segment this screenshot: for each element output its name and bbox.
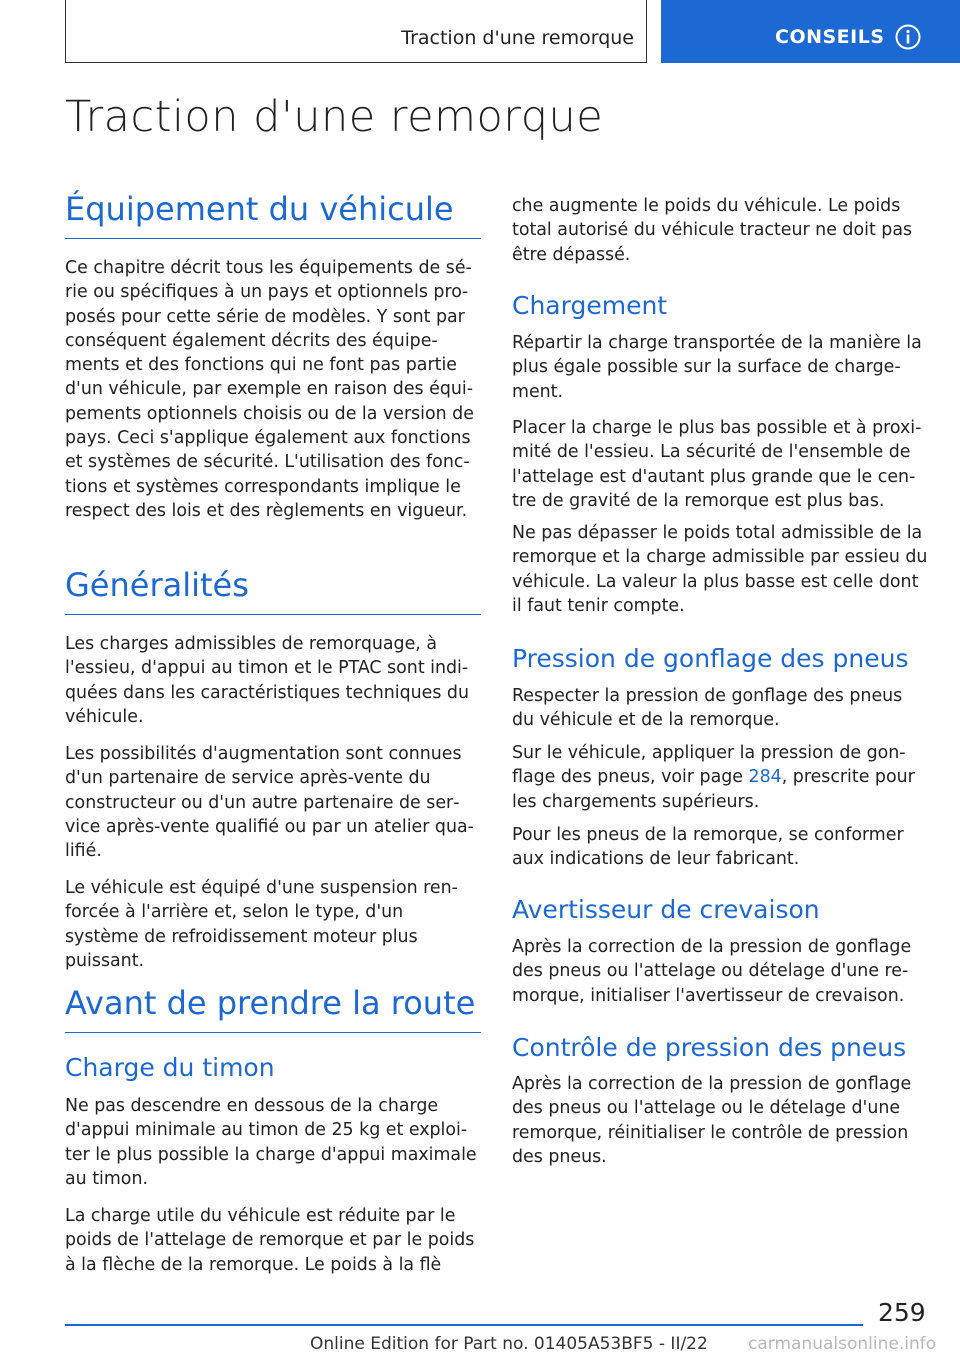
paragraph-chargement-3: Ne pas dépasser le poids total admissible de la remorque et la charge admissible par essieu du véhicule. La valeur la plus basse est celle dont il faut tenir compte. [512, 523, 928, 616]
paragraph-generalites-3: Le véhicule est équipé d'une suspension renforcée à l'arrière et, selon le type, d'un système de refroidissement moteur plus puissant. [65, 878, 458, 971]
paragraph-pression-1: Respecter la pression de gonflage des pneus du véhicule et de la remorque. [512, 686, 903, 731]
subheading-chargement: Chargement [512, 291, 668, 320]
paragraph-pression-2 [512, 741, 928, 814]
page-number: 259 [878, 1298, 926, 1327]
subheading-controle-pression: Contrôle de pression des pneus [512, 1033, 907, 1062]
paragraph-pression-3: Pour les pneus de la remorque, se conformer aux indications de leur fabricant. [512, 825, 904, 870]
paragraph-charge-timon-2: La charge utile du véhicule est réduite par le poids de l'attelage de remorque et par le poids à la flèche de la remorque. Le poids à la flè [65, 1206, 475, 1275]
paragraph-generalites-2: Les possibilités d'augmentation sont connues d'un partenaire de service après-vente du constructeur ou d'un autre partenaire de service après-vente qualifié ou par un atelier qualifié. [65, 744, 474, 862]
page-reference-link[interactable]: 284 [748, 767, 782, 788]
subheading-avertisseur-crevaison: Avertisseur de crevaison [512, 895, 820, 924]
running-header-title: Traction d'une remorque [401, 27, 634, 49]
paragraph-charge-timon-1: Ne pas descendre en dessous de la charge d'appui minimale au timon de 25 kg et exploiter le plus possible la charge d'appui maximale au timon. [65, 1096, 477, 1189]
subheading-charge-timon: Charge du timon [65, 1053, 275, 1082]
paragraph-equipement: Ce chapitre décrit tous les équipements de série ou spécifiques à un pays et optionnels proposés pour cette série de modèles. Y sont par conséquent également décrits des équipements et des fonctions qui ne font pas partie d'un véhicule, par exemple en raison des équipements optionnels choisis ou de la version de pays. Ceci s'applique également aux fonctions et systèmes de sécurité. L'utilisation des fonctions et systèmes correspondants implique le respect des lois et des règlements en vigueur. [65, 258, 474, 521]
paragraph-chargement-2: Placer la charge le plus bas possible et à proximité de l'essieu. La sécurité de l'ensemble de l'attelage est d'autant plus grande que le centre de gravité de la remorque est plus bas. [512, 418, 922, 511]
running-header [65, 0, 647, 63]
paragraph-pression-2-text: Sur le véhicule, appliquer la pression de gonflage des pneus, voir page [512, 743, 906, 788]
paragraph-chargement-1: Répartir la charge transportée de la manière la plus égale possible sur la surface de chargement. [512, 333, 922, 402]
section-tab-label: CONSEILS [775, 26, 885, 48]
footer-divider [65, 1324, 863, 1326]
heading-equipement: Équipement du véhicule [65, 190, 481, 239]
info-icon [895, 24, 921, 50]
page-title: Traction d'une remorque [65, 92, 604, 142]
paragraph-continued: che augmente le poids du véhicule. Le poids total autorisé du véhicule tracteur ne doit pas être dépassé. [512, 196, 913, 265]
paragraph-controle: Après la correction de la pression de gonflage des pneus ou l'attelage ou le dételage d'une remorque, réinitialiser le contrôle de pression des pneus. [512, 1074, 912, 1167]
paragraph-avertisseur: Après la correction de la pression de gonflage des pneus ou l'attelage ou dételage d'une remorque, initialiser l'avertisseur de crevaison. [512, 937, 912, 1006]
paragraph-pression-2-tail: , prescrite pour les chargements supérieurs. [512, 767, 915, 812]
watermark: carmanualsonline.info [748, 1334, 937, 1354]
section-tab-conseils[interactable] [661, 0, 960, 63]
paragraph-generalites-1: Les charges admissibles de remorquage, à l'essieu, d'appui au timon et le PTAC sont indiquées dans les caractéristiques techniques du véhicule. [65, 634, 469, 727]
footer-edition-text: Online Edition for Part no. 01405A53BF5 - II/22 [310, 1334, 708, 1354]
heading-generalites: Généralités [65, 566, 481, 615]
subheading-pression-gonflage: Pression de gonflage des pneus [512, 644, 909, 673]
heading-avant-route: Avant de prendre la route [65, 984, 481, 1033]
